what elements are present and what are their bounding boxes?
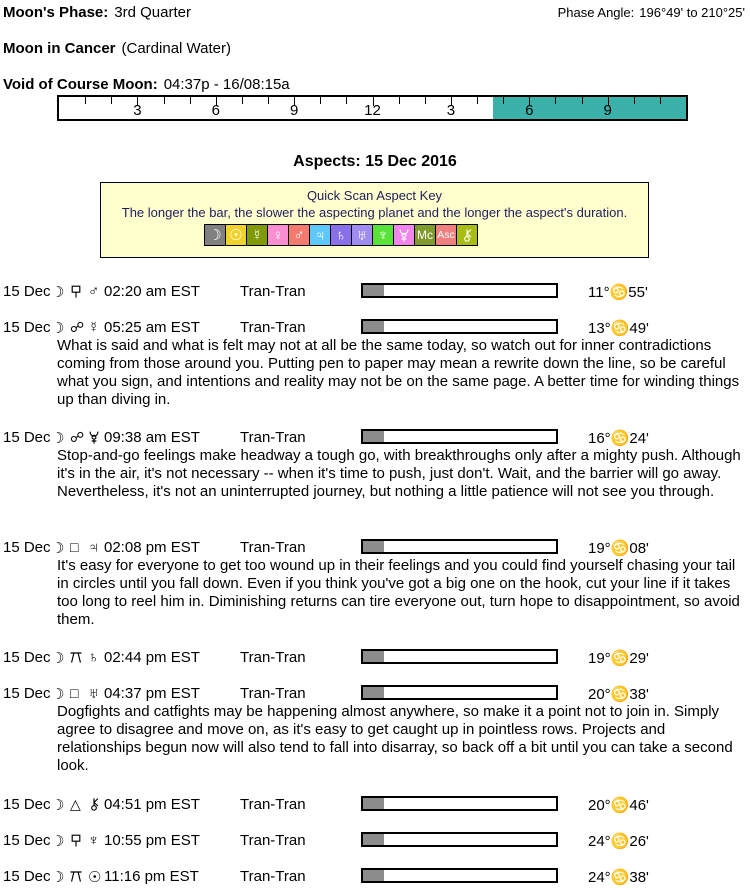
moon-position: [588, 832, 649, 850]
hour-tick: [555, 97, 556, 104]
aspect-type: Tran-Tran: [240, 539, 306, 556]
aspect-row: [0, 429, 750, 447]
moon-icon: ☽: [51, 430, 65, 447]
key-saturn-icon: ♄: [330, 224, 352, 246]
moon-position: [588, 319, 649, 337]
trine-icon: △: [70, 796, 81, 812]
key-asc-icon: Asc: [435, 224, 457, 246]
hour-label: 12: [364, 102, 381, 119]
aspect-time: 05:25 am EST: [104, 319, 200, 336]
hour-label: 6: [525, 102, 534, 119]
key-sun-icon: ☉: [225, 224, 247, 246]
position-degrees: 19°: [588, 650, 611, 667]
aspect-time: 04:51 pm EST: [104, 796, 200, 813]
aspect-date: 15 Dec: [3, 832, 51, 849]
duration-bar-fill: [363, 321, 384, 332]
position-minutes: 38': [629, 686, 649, 703]
key-pluto-icon: [393, 224, 415, 246]
duration-bar-fill: [363, 870, 384, 881]
moon-sign-line: [3, 40, 231, 57]
aspect-key-title: Quick Scan Aspect Key: [306, 188, 443, 203]
position-degrees: 24°: [588, 833, 611, 850]
position-degrees: 11°: [588, 284, 610, 301]
duration-bar-fill: [363, 541, 384, 552]
hour-tick: [111, 97, 112, 104]
hour-tick: [660, 97, 661, 104]
aspect-time: 10:55 pm EST: [104, 832, 200, 849]
position-minutes: 29': [629, 650, 649, 667]
moon-position: [588, 539, 649, 557]
voc-timeline: [57, 95, 688, 121]
hour-tick: [320, 97, 321, 104]
duration-bar-fill: [363, 798, 384, 809]
hour-tick: [425, 97, 426, 104]
hour-tick: [399, 97, 400, 104]
aspect-type: Tran-Tran: [240, 832, 306, 849]
aspect-time: 09:38 am EST: [104, 429, 200, 446]
aspect-row: [0, 796, 750, 814]
key-neptune-icon: ♆: [372, 224, 394, 246]
aspect-date: 15 Dec: [3, 319, 51, 336]
cancer-icon: ♋: [610, 869, 630, 886]
moon-icon: ☽: [51, 320, 65, 337]
aspect-time: 02:08 pm EST: [104, 539, 200, 556]
aspect-type: Tran-Tran: [240, 429, 306, 446]
duration-bar: [361, 796, 558, 811]
aspect-row: [0, 832, 750, 850]
cancer-icon: ♋: [609, 284, 629, 301]
sun-icon: ☉: [88, 869, 102, 886]
hour-label: 9: [289, 102, 299, 119]
duration-bar: [361, 868, 558, 883]
moon-sign-element: (Cardinal Water): [121, 40, 231, 57]
aspect-type: Tran-Tran: [240, 868, 306, 885]
moon-icon: ☽: [51, 284, 65, 301]
key-chiron-icon: [456, 224, 478, 246]
position-degrees: 20°: [588, 686, 611, 703]
neptune-icon: ♆: [88, 832, 100, 849]
position-minutes: 38': [629, 869, 649, 886]
cancer-icon: ♋: [610, 320, 630, 337]
key-venus-icon: ♀: [267, 224, 289, 246]
position-minutes: 55': [628, 284, 648, 301]
aspect-description: What is said and what is felt may not at all be the same today, so watch out for inner contradictions coming from those around you. Putting pen to paper may mean a rewrite down the line, so be careful what you sign, and intentions and reality may not be on the same page. A better time for winding things up than diving in.: [57, 337, 740, 408]
hour-label: 9: [603, 102, 612, 119]
uranus-icon: ♅: [88, 685, 100, 702]
mercury-icon: ☿: [88, 319, 100, 336]
duration-bar: [361, 685, 558, 700]
position-minutes: 26': [629, 833, 649, 850]
chiron-icon: [88, 796, 100, 813]
duration-bar-fill: [363, 834, 384, 845]
position-degrees: 13°: [588, 320, 611, 337]
aspect-description: Stop-and-go feelings make headway a tough go, with breakthroughs only after a mighty push. Although it's in the air, it's not necessary -- when it's time to push, just don't. Wait, and the barrier will go away. Nevertheless, it's not an uninterrupted journey, but nothing a little patience will not see you through.: [57, 447, 741, 500]
moon-position: [588, 796, 649, 814]
moon-position: [588, 649, 649, 667]
cancer-icon: ♋: [610, 833, 630, 850]
opposition-icon: ☍: [70, 319, 85, 335]
position-minutes: 24': [629, 430, 649, 447]
aspect-type: Tran-Tran: [240, 319, 306, 336]
position-degrees: 24°: [588, 869, 611, 886]
key-mars-icon: ♂: [288, 224, 310, 246]
key-jupiter-icon: ♃: [309, 224, 331, 246]
aspect-row: [0, 319, 750, 337]
phase-angle-label: Phase Angle:: [557, 5, 635, 20]
cancer-icon: ♋: [610, 540, 630, 557]
moons-phase-line: [3, 4, 191, 21]
sesquiquadrate-icon: [70, 832, 82, 848]
hour-tick: [85, 97, 86, 104]
moon-position: [588, 685, 649, 703]
hour-tick: [190, 97, 191, 104]
phase-angle-line: [558, 5, 745, 20]
void-period-highlight: [493, 97, 686, 119]
position-minutes: 46': [629, 797, 649, 814]
aspect-time: 11:16 pm EST: [104, 868, 199, 885]
aspect-row: [0, 685, 750, 703]
void-of-course-line: [3, 76, 290, 93]
aspect-row: [0, 283, 750, 301]
moon-icon: ☽: [51, 540, 65, 557]
duration-bar-fill: [363, 687, 384, 698]
jupiter-icon: ♃: [88, 539, 100, 556]
hour-tick: [242, 97, 243, 104]
duration-bar-fill: [363, 431, 384, 442]
duration-bar: [361, 429, 558, 444]
moons-phase-label: Moon's Phase:: [3, 4, 109, 21]
moon-sign-label: Moon in Cancer: [3, 40, 116, 57]
moon-position: [588, 868, 649, 886]
aspect-row: [0, 539, 750, 557]
moon-position: [588, 429, 649, 447]
aspect-date: 15 Dec: [3, 685, 51, 702]
aspect-type: Tran-Tran: [240, 796, 306, 813]
aspect-date: 15 Dec: [3, 796, 51, 813]
saturn-icon: ♄: [88, 649, 100, 666]
aspect-type: Tran-Tran: [240, 685, 306, 702]
moons-phase-value: 3rd Quarter: [114, 4, 191, 21]
hour-tick: [503, 97, 504, 104]
duration-bar: [361, 319, 558, 334]
aspect-date: 15 Dec: [3, 539, 51, 556]
moon-icon: ☽: [51, 833, 65, 850]
aspects-title: Aspects: 15 Dec 2016: [293, 153, 457, 170]
aspect-key-planet-row: [204, 224, 478, 246]
aspect-description: It's easy for everyone to get too wound up in their feelings and you could find yourself chasing your tail in circles until you fall down. Even if you think you've got a big one on the hook, cut your line if it takes too long to reel him in. Diminishing returns can tire everyone out, turn hope to disappointment, so avoid them.: [57, 557, 740, 628]
hour-tick: [164, 97, 165, 104]
hour-label: 6: [211, 102, 220, 119]
square-icon: □: [70, 539, 79, 555]
aspect-description: Dogfights and catfights may be happening almost anywhere, so make it a point not to join in. Simply agree to disagree and move on, as it's easy to get caught up in pointless rows. Projects and relationships begun now will also tend to fall into disarray, so back off a bit until you can take a second look.: [57, 703, 733, 774]
hour-tick: [346, 97, 347, 104]
cancer-icon: ♋: [610, 650, 630, 667]
aspect-row: [0, 649, 750, 667]
quincunx-icon: [70, 868, 82, 884]
cancer-icon: ♋: [610, 430, 630, 447]
key-mercury-icon: ☿: [246, 224, 268, 246]
position-degrees: 19°: [588, 540, 611, 557]
key-moon-icon: ☽: [204, 224, 226, 246]
aspect-date: 15 Dec: [3, 868, 51, 885]
moon-icon: ☽: [51, 686, 65, 703]
aspect-date: 15 Dec: [3, 649, 51, 666]
moon-icon: ☽: [51, 797, 65, 814]
aspect-row: [0, 868, 750, 886]
position-degrees: 16°: [588, 430, 611, 447]
aspect-date: 15 Dec: [3, 283, 51, 300]
moon-icon: ☽: [51, 650, 65, 667]
aspect-type: Tran-Tran: [240, 649, 306, 666]
quincunx-icon: [70, 649, 82, 665]
mars-icon: ♂: [88, 283, 100, 300]
hour-tick: [268, 97, 269, 104]
opposition-icon: ☍: [70, 429, 85, 445]
pluto-icon: [88, 429, 100, 446]
hour-label: 3: [446, 102, 456, 119]
position-minutes: 08': [629, 540, 649, 557]
square-icon: □: [70, 685, 79, 701]
quick-scan-aspect-key: [100, 182, 649, 258]
void-of-course-label: Void of Course Moon:: [3, 76, 158, 93]
hour-tick: [477, 97, 478, 104]
hour-tick: [582, 97, 583, 104]
aspect-key-subtitle: The longer the bar, the slower the aspecting planet and the longer the aspect's duration.: [121, 205, 628, 220]
aspect-date: 15 Dec: [3, 429, 51, 446]
phase-angle-value: 196°49' to 210°25': [639, 5, 745, 20]
duration-bar: [361, 283, 558, 298]
duration-bar: [361, 539, 558, 554]
position-degrees: 20°: [588, 797, 611, 814]
moon-icon: ☽: [51, 869, 65, 886]
key-mc-icon: Mc: [414, 224, 436, 246]
moon-position: [588, 283, 648, 301]
duration-bar: [361, 832, 558, 847]
duration-bar: [361, 649, 558, 664]
aspect-time: 02:20 am EST: [104, 283, 200, 300]
aspect-time: 04:37 pm EST: [104, 685, 200, 702]
sesquiquadrate-icon: [70, 283, 82, 299]
aspect-time: 02:44 pm EST: [104, 649, 200, 666]
duration-bar-fill: [363, 285, 384, 296]
aspect-type: Tran-Tran: [240, 283, 306, 300]
void-of-course-value: 04:37p - 16/08:15a: [163, 76, 290, 93]
hour-tick: [634, 97, 635, 104]
key-uranus-icon: ♅: [351, 224, 373, 246]
duration-bar-fill: [363, 651, 384, 662]
cancer-icon: ♋: [610, 797, 630, 814]
position-minutes: 49': [629, 320, 649, 337]
hour-label: 3: [133, 102, 142, 119]
cancer-icon: ♋: [610, 686, 630, 703]
